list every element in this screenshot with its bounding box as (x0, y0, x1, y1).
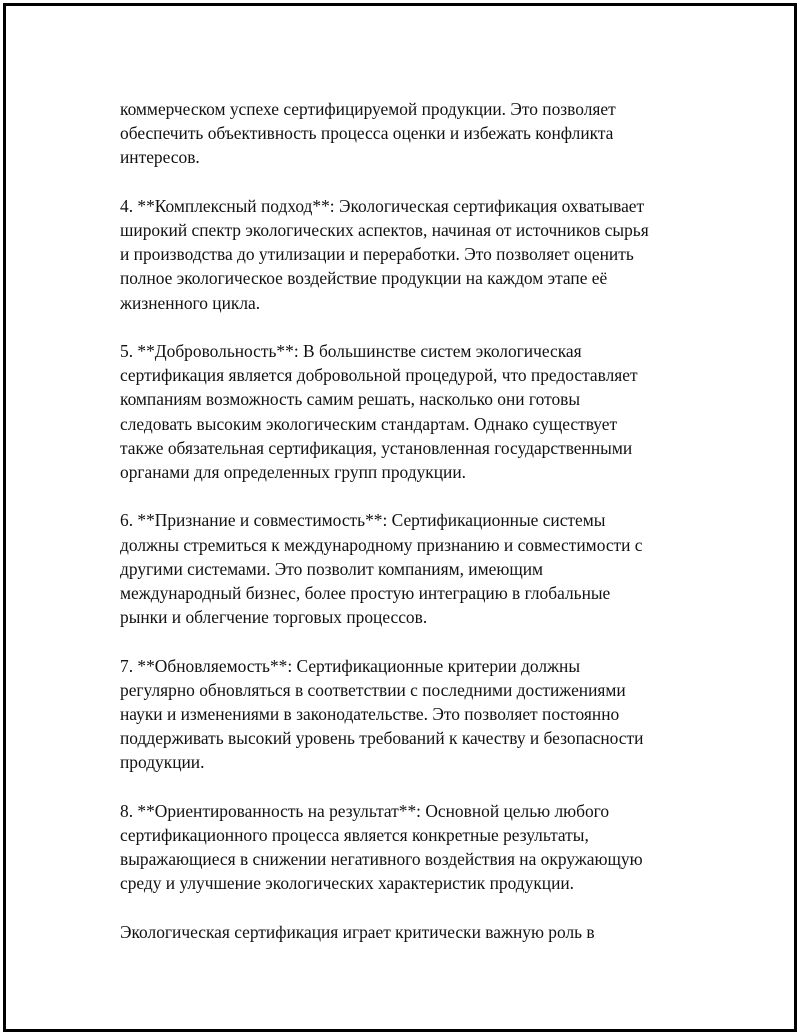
text-line: среду и улучшение экологических характеристик продукции. (120, 873, 575, 894)
text-line: жизненного цикла. (120, 292, 261, 313)
text-line: обеспечить объективность процесса оценки и избежать конфликта (120, 123, 614, 144)
document-body (120, 97, 700, 968)
text-line: также обязательная сертификация, установленная государственными (120, 437, 633, 458)
text-line: 8. **Ориентированность на результат**: Основной целью любого (120, 800, 610, 821)
text-line: следовать высоким экологическим стандартам. Однако существует (120, 413, 618, 434)
text-line: интересов. (120, 147, 200, 168)
text-line: полное экологическое воздействие продукции на каждом этапе её (120, 268, 608, 289)
paragraph-item-8 (120, 799, 700, 896)
text-line: продукции. (120, 752, 205, 773)
text-line: рынки и облегчение торговых процессов. (120, 607, 428, 628)
text-line: международный бизнес, более простую интеграцию в глобальные (120, 583, 611, 604)
text-line: сертификация является добровольной процедурой, что предоставляет (120, 365, 638, 386)
text-line: науки и изменениями в законодательстве. Это позволяет постоянно (120, 704, 620, 725)
text-line: регулярно обновляться в соответствии с последними достижениями (120, 679, 626, 700)
text-line: коммерческом успехе сертифицируемой продукции. Это позволяет (120, 99, 616, 119)
paragraph-item-7 (120, 654, 700, 775)
paragraph-item-5 (120, 339, 700, 484)
text-line: сертификационного процесса является конкретные результаты, (120, 825, 589, 846)
text-line: 6. **Признание и совместимость**: Сертификационные системы (120, 510, 606, 531)
page-frame (3, 3, 797, 1032)
text-line: 4. **Комплексный подход**: Экологическая сертификация охватывает (120, 195, 645, 216)
text-line: компаниям возможность самим решать, насколько они готовы (120, 389, 581, 410)
paragraph-conclusion (120, 920, 700, 944)
text-line: широкий спектр экологических аспектов, начиная от источников сырья (120, 220, 649, 240)
paragraph-item-4 (120, 194, 700, 315)
text-line: и производства до утилизации и переработки. Это позволяет оценить (120, 244, 634, 265)
text-line: 5. **Добровольность**: В большинстве систем экологическая (120, 341, 582, 361)
text-line: 7. **Обновляемость**: Сертификационные критерии должны (120, 655, 581, 676)
text-line: поддерживать высокий уровень требований к качеству и безопасности (120, 728, 644, 749)
text-line: другими системами. Это позволит компаниям, имеющим (120, 558, 544, 579)
paragraph-continuation (120, 97, 700, 170)
text-line: выражающиеся в снижении негативного воздействия на окружающую (120, 849, 643, 870)
text-line: органами для определенных групп продукции. (120, 462, 467, 483)
text-line: Экологическая сертификация играет критически важную роль в (120, 921, 595, 942)
paragraph-item-6 (120, 508, 700, 629)
text-line: должны стремиться к международному признанию и совместимости с (120, 534, 643, 555)
